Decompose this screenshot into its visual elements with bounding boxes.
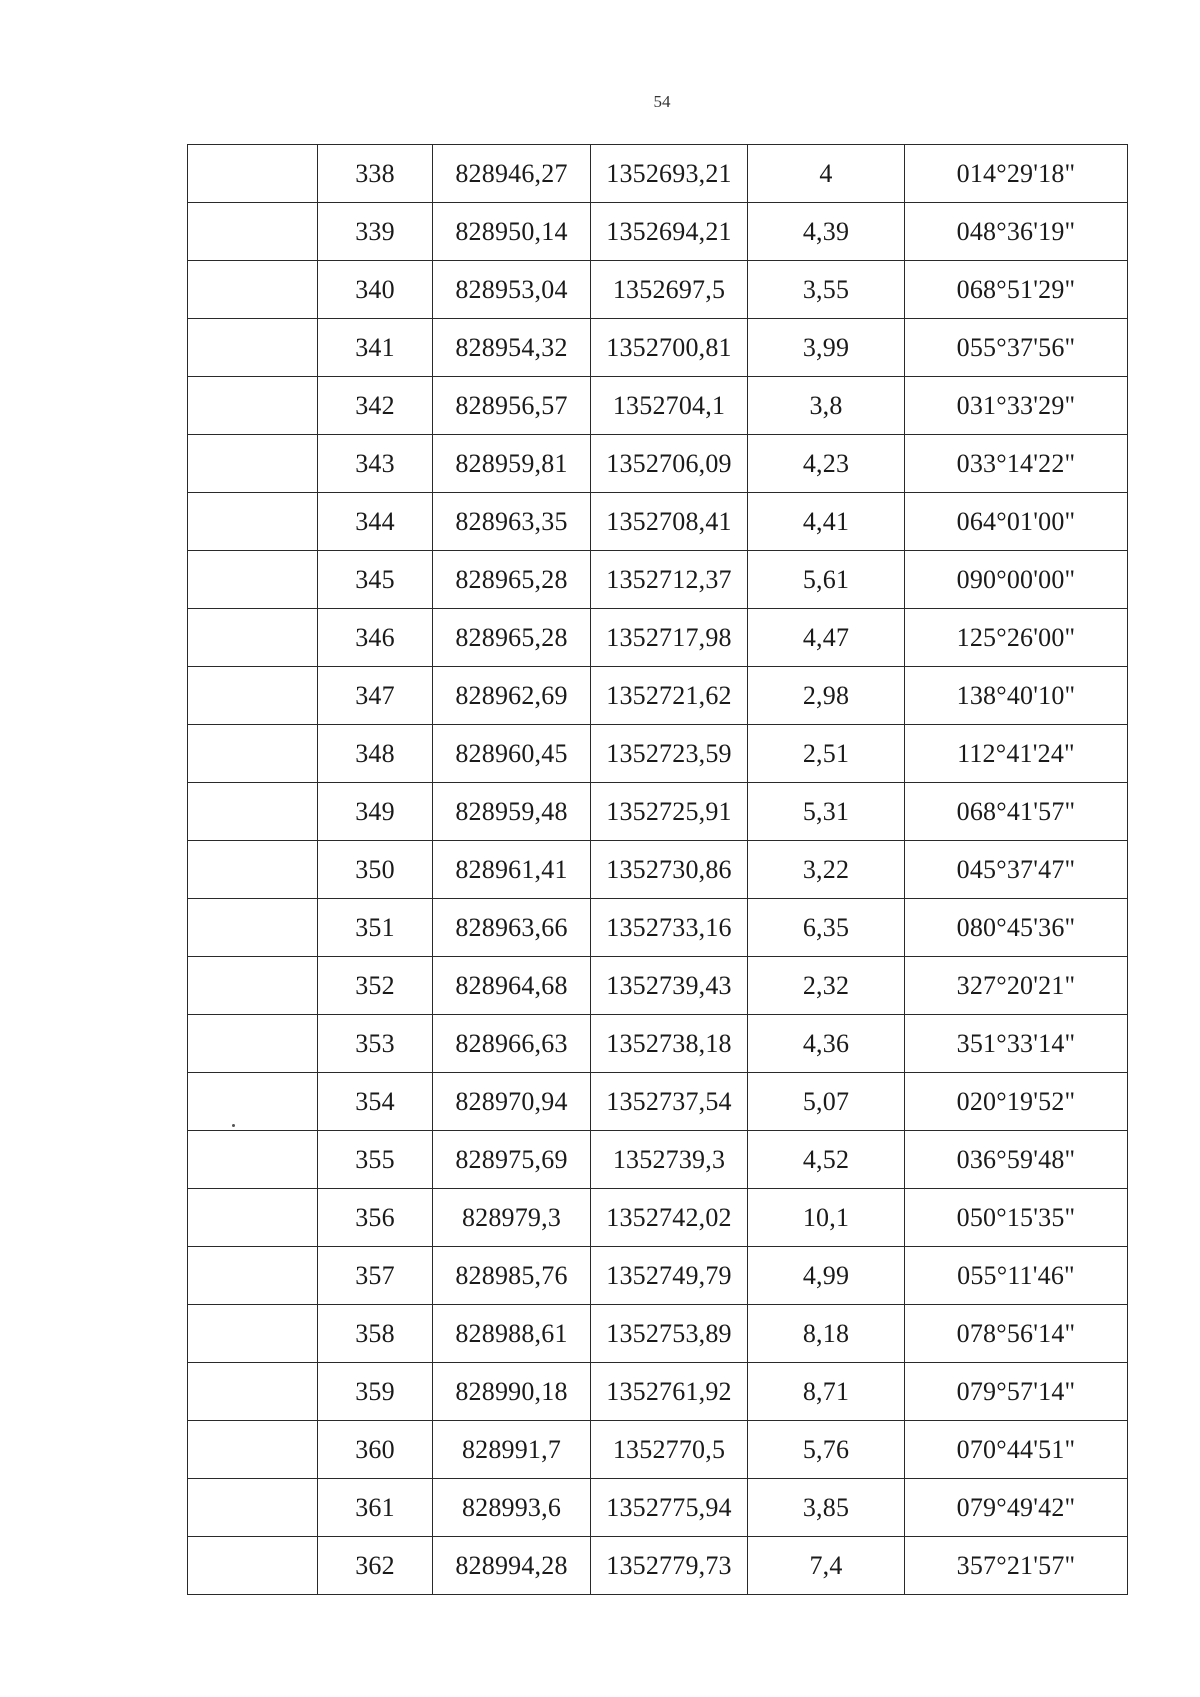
direction-angle-cell: 068°51'29" bbox=[905, 261, 1128, 319]
y-coordinate-cell: 1352694,21 bbox=[591, 203, 748, 261]
point-number-cell: 349 bbox=[318, 783, 433, 841]
point-number-cell: 340 bbox=[318, 261, 433, 319]
direction-angle-cell: 045°37'47" bbox=[905, 841, 1128, 899]
y-coordinate-cell: 1352737,54 bbox=[591, 1073, 748, 1131]
table-row bbox=[188, 1247, 1128, 1305]
y-coordinate-cell: 1352779,73 bbox=[591, 1537, 748, 1595]
x-coordinate-cell: 828959,48 bbox=[433, 783, 591, 841]
direction-angle-cell: 055°11'46" bbox=[905, 1247, 1128, 1305]
length-cell: 3,8 bbox=[748, 377, 905, 435]
length-cell: 10,1 bbox=[748, 1189, 905, 1247]
table-row bbox=[188, 1131, 1128, 1189]
point-number-cell: 353 bbox=[318, 1015, 433, 1073]
table-row bbox=[188, 609, 1128, 667]
blank-cell bbox=[188, 609, 318, 667]
direction-angle-cell: 351°33'14" bbox=[905, 1015, 1128, 1073]
x-coordinate-cell: 828985,76 bbox=[433, 1247, 591, 1305]
point-number-cell: 355 bbox=[318, 1131, 433, 1189]
x-coordinate-cell: 828963,35 bbox=[433, 493, 591, 551]
direction-angle-cell: 090°00'00" bbox=[905, 551, 1128, 609]
length-cell: 4,47 bbox=[748, 609, 905, 667]
blank-cell bbox=[188, 435, 318, 493]
table-row bbox=[188, 1189, 1128, 1247]
direction-angle-cell: 050°15'35" bbox=[905, 1189, 1128, 1247]
y-coordinate-cell: 1352761,92 bbox=[591, 1363, 748, 1421]
length-cell: 2,32 bbox=[748, 957, 905, 1015]
table-row bbox=[188, 203, 1128, 261]
direction-angle-cell: 031°33'29" bbox=[905, 377, 1128, 435]
table-row bbox=[188, 899, 1128, 957]
length-cell: 4 bbox=[748, 145, 905, 203]
length-cell: 3,55 bbox=[748, 261, 905, 319]
point-number-cell: 356 bbox=[318, 1189, 433, 1247]
blank-cell bbox=[188, 261, 318, 319]
direction-angle-cell: 055°37'56" bbox=[905, 319, 1128, 377]
point-number-cell: 342 bbox=[318, 377, 433, 435]
point-number-cell: 343 bbox=[318, 435, 433, 493]
x-coordinate-cell: 828966,63 bbox=[433, 1015, 591, 1073]
y-coordinate-cell: 1352723,59 bbox=[591, 725, 748, 783]
length-cell: 7,4 bbox=[748, 1537, 905, 1595]
blank-cell bbox=[188, 1479, 318, 1537]
x-coordinate-cell: 828956,57 bbox=[433, 377, 591, 435]
y-coordinate-cell: 1352721,62 bbox=[591, 667, 748, 725]
x-coordinate-cell: 828964,68 bbox=[433, 957, 591, 1015]
y-coordinate-cell: 1352739,43 bbox=[591, 957, 748, 1015]
x-coordinate-cell: 828979,3 bbox=[433, 1189, 591, 1247]
blank-cell bbox=[188, 377, 318, 435]
table-row bbox=[188, 261, 1128, 319]
y-coordinate-cell: 1352717,98 bbox=[591, 609, 748, 667]
point-number-cell: 352 bbox=[318, 957, 433, 1015]
x-coordinate-cell: 828953,04 bbox=[433, 261, 591, 319]
direction-angle-cell: 079°49'42" bbox=[905, 1479, 1128, 1537]
x-coordinate-cell: 828990,18 bbox=[433, 1363, 591, 1421]
x-coordinate-cell: 828965,28 bbox=[433, 609, 591, 667]
y-coordinate-cell: 1352775,94 bbox=[591, 1479, 748, 1537]
length-cell: 3,85 bbox=[748, 1479, 905, 1537]
point-number-cell: 357 bbox=[318, 1247, 433, 1305]
table-row bbox=[188, 1479, 1128, 1537]
x-coordinate-cell: 828991,7 bbox=[433, 1421, 591, 1479]
blank-cell bbox=[188, 551, 318, 609]
direction-angle-cell: 125°26'00" bbox=[905, 609, 1128, 667]
point-number-cell: 345 bbox=[318, 551, 433, 609]
point-number-cell: 360 bbox=[318, 1421, 433, 1479]
table-row bbox=[188, 1537, 1128, 1595]
blank-cell bbox=[188, 783, 318, 841]
blank-cell bbox=[188, 319, 318, 377]
blank-cell bbox=[188, 725, 318, 783]
blank-cell bbox=[188, 1421, 318, 1479]
x-coordinate-cell: 828975,69 bbox=[433, 1131, 591, 1189]
y-coordinate-cell: 1352753,89 bbox=[591, 1305, 748, 1363]
length-cell: 4,39 bbox=[748, 203, 905, 261]
x-coordinate-cell: 828962,69 bbox=[433, 667, 591, 725]
scan-speck bbox=[232, 1124, 235, 1127]
length-cell: 5,07 bbox=[748, 1073, 905, 1131]
x-coordinate-cell: 828993,6 bbox=[433, 1479, 591, 1537]
length-cell: 6,35 bbox=[748, 899, 905, 957]
x-coordinate-cell: 828954,32 bbox=[433, 319, 591, 377]
blank-cell bbox=[188, 1247, 318, 1305]
point-number-cell: 344 bbox=[318, 493, 433, 551]
point-number-cell: 346 bbox=[318, 609, 433, 667]
table-row bbox=[188, 841, 1128, 899]
table-row bbox=[188, 1421, 1128, 1479]
coordinate-table bbox=[187, 144, 1128, 1595]
length-cell: 5,61 bbox=[748, 551, 905, 609]
direction-angle-cell: 079°57'14" bbox=[905, 1363, 1128, 1421]
blank-cell bbox=[188, 145, 318, 203]
length-cell: 5,31 bbox=[748, 783, 905, 841]
table-row bbox=[188, 145, 1128, 203]
table-row bbox=[188, 957, 1128, 1015]
direction-angle-cell: 327°20'21" bbox=[905, 957, 1128, 1015]
length-cell: 4,52 bbox=[748, 1131, 905, 1189]
point-number-cell: 351 bbox=[318, 899, 433, 957]
y-coordinate-cell: 1352742,02 bbox=[591, 1189, 748, 1247]
table-row bbox=[188, 435, 1128, 493]
point-number-cell: 362 bbox=[318, 1537, 433, 1595]
direction-angle-cell: 048°36'19" bbox=[905, 203, 1128, 261]
point-number-cell: 358 bbox=[318, 1305, 433, 1363]
blank-cell bbox=[188, 1537, 318, 1595]
table-row bbox=[188, 1305, 1128, 1363]
x-coordinate-cell: 828963,66 bbox=[433, 899, 591, 957]
length-cell: 4,99 bbox=[748, 1247, 905, 1305]
table-row bbox=[188, 1363, 1128, 1421]
x-coordinate-cell: 828946,27 bbox=[433, 145, 591, 203]
direction-angle-cell: 036°59'48" bbox=[905, 1131, 1128, 1189]
y-coordinate-cell: 1352706,09 bbox=[591, 435, 748, 493]
length-cell: 4,36 bbox=[748, 1015, 905, 1073]
point-number-cell: 361 bbox=[318, 1479, 433, 1537]
blank-cell bbox=[188, 899, 318, 957]
length-cell: 5,76 bbox=[748, 1421, 905, 1479]
table-row bbox=[188, 783, 1128, 841]
y-coordinate-cell: 1352770,5 bbox=[591, 1421, 748, 1479]
length-cell: 2,98 bbox=[748, 667, 905, 725]
x-coordinate-cell: 828965,28 bbox=[433, 551, 591, 609]
x-coordinate-cell: 828988,61 bbox=[433, 1305, 591, 1363]
direction-angle-cell: 078°56'14" bbox=[905, 1305, 1128, 1363]
x-coordinate-cell: 828994,28 bbox=[433, 1537, 591, 1595]
blank-cell bbox=[188, 493, 318, 551]
direction-angle-cell: 014°29'18" bbox=[905, 145, 1128, 203]
direction-angle-cell: 064°01'00" bbox=[905, 493, 1128, 551]
x-coordinate-cell: 828970,94 bbox=[433, 1073, 591, 1131]
length-cell: 8,71 bbox=[748, 1363, 905, 1421]
y-coordinate-cell: 1352708,41 bbox=[591, 493, 748, 551]
direction-angle-cell: 068°41'57" bbox=[905, 783, 1128, 841]
point-number-cell: 341 bbox=[318, 319, 433, 377]
x-coordinate-cell: 828960,45 bbox=[433, 725, 591, 783]
y-coordinate-cell: 1352730,86 bbox=[591, 841, 748, 899]
y-coordinate-cell: 1352739,3 bbox=[591, 1131, 748, 1189]
direction-angle-cell: 070°44'51" bbox=[905, 1421, 1128, 1479]
blank-cell bbox=[188, 667, 318, 725]
table-row bbox=[188, 551, 1128, 609]
table-row bbox=[188, 667, 1128, 725]
point-number-cell: 354 bbox=[318, 1073, 433, 1131]
direction-angle-cell: 080°45'36" bbox=[905, 899, 1128, 957]
y-coordinate-cell: 1352700,81 bbox=[591, 319, 748, 377]
y-coordinate-cell: 1352733,16 bbox=[591, 899, 748, 957]
blank-cell bbox=[188, 957, 318, 1015]
blank-cell bbox=[188, 1305, 318, 1363]
blank-cell bbox=[188, 1073, 318, 1131]
y-coordinate-cell: 1352738,18 bbox=[591, 1015, 748, 1073]
blank-cell bbox=[188, 1015, 318, 1073]
blank-cell bbox=[188, 1189, 318, 1247]
direction-angle-cell: 033°14'22" bbox=[905, 435, 1128, 493]
length-cell: 3,22 bbox=[748, 841, 905, 899]
x-coordinate-cell: 828959,81 bbox=[433, 435, 591, 493]
blank-cell bbox=[188, 1131, 318, 1189]
point-number-cell: 338 bbox=[318, 145, 433, 203]
table-row bbox=[188, 1073, 1128, 1131]
length-cell: 2,51 bbox=[748, 725, 905, 783]
y-coordinate-cell: 1352693,21 bbox=[591, 145, 748, 203]
y-coordinate-cell: 1352712,37 bbox=[591, 551, 748, 609]
table-row bbox=[188, 319, 1128, 377]
blank-cell bbox=[188, 203, 318, 261]
y-coordinate-cell: 1352704,1 bbox=[591, 377, 748, 435]
table-row bbox=[188, 377, 1128, 435]
blank-cell bbox=[188, 841, 318, 899]
x-coordinate-cell: 828961,41 bbox=[433, 841, 591, 899]
blank-cell bbox=[188, 1363, 318, 1421]
point-number-cell: 359 bbox=[318, 1363, 433, 1421]
point-number-cell: 339 bbox=[318, 203, 433, 261]
page-number: 54 bbox=[653, 92, 671, 111]
table-body bbox=[188, 145, 1128, 1595]
x-coordinate-cell: 828950,14 bbox=[433, 203, 591, 261]
table-row bbox=[188, 1015, 1128, 1073]
length-cell: 4,41 bbox=[748, 493, 905, 551]
direction-angle-cell: 138°40'10" bbox=[905, 667, 1128, 725]
table-row bbox=[188, 493, 1128, 551]
point-number-cell: 347 bbox=[318, 667, 433, 725]
direction-angle-cell: 020°19'52" bbox=[905, 1073, 1128, 1131]
table-row bbox=[188, 725, 1128, 783]
point-number-cell: 348 bbox=[318, 725, 433, 783]
direction-angle-cell: 112°41'24" bbox=[905, 725, 1128, 783]
y-coordinate-cell: 1352697,5 bbox=[591, 261, 748, 319]
direction-angle-cell: 357°21'57" bbox=[905, 1537, 1128, 1595]
y-coordinate-cell: 1352749,79 bbox=[591, 1247, 748, 1305]
y-coordinate-cell: 1352725,91 bbox=[591, 783, 748, 841]
length-cell: 3,99 bbox=[748, 319, 905, 377]
length-cell: 4,23 bbox=[748, 435, 905, 493]
point-number-cell: 350 bbox=[318, 841, 433, 899]
length-cell: 8,18 bbox=[748, 1305, 905, 1363]
